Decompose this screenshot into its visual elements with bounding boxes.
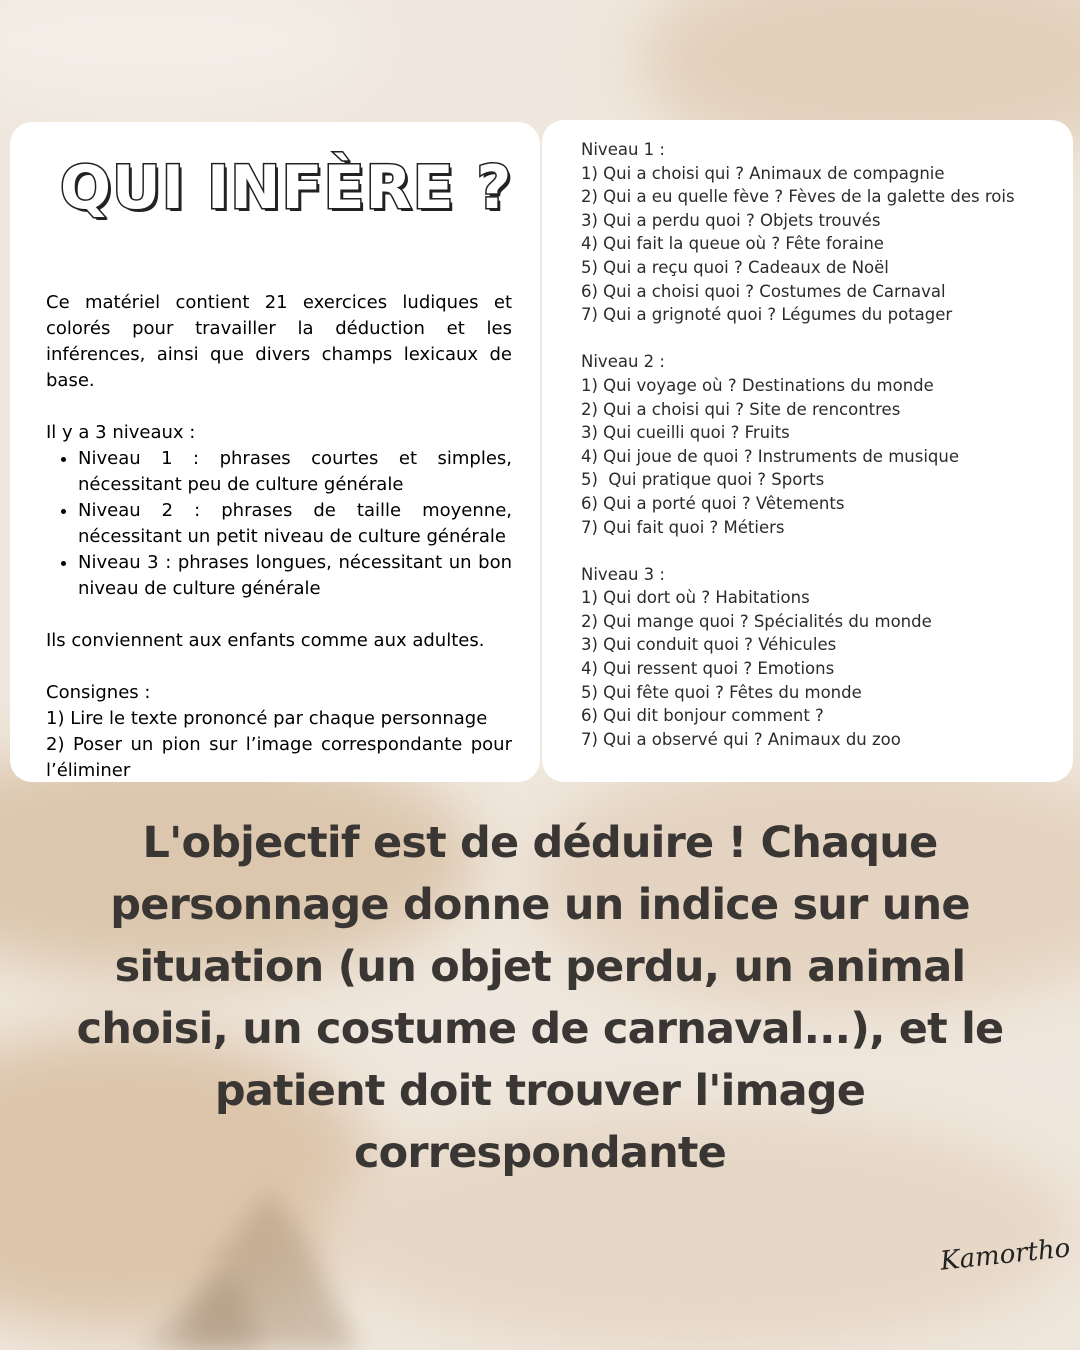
level-heading: Niveau 2 : <box>581 352 665 372</box>
list-item: 7) Qui a grignoté quoi ? Légumes du potager <box>581 305 953 325</box>
list-item: 6) Qui a choisi quoi ? Costumes de Carnaval <box>581 281 946 301</box>
audience-text: Ils conviennent aux enfants comme aux adultes. <box>46 630 485 651</box>
levels-heading: Il y a 3 niveaux : <box>46 422 196 443</box>
author-signature: Kamortho <box>938 1233 1072 1277</box>
exercise-list <box>581 138 1053 751</box>
list-item: 4) Qui fait la queue où ? Fête foraine <box>581 234 884 254</box>
levels-summary-list <box>46 446 512 602</box>
instruction-1: 1) Lire le texte prononcé par chaque personnage <box>46 708 488 729</box>
instruction-2: 2) Poser un pion sur l’image correspondante pour l’éliminer <box>46 734 512 781</box>
exercise-list-card <box>542 120 1073 782</box>
list-item: 2) Qui a choisi qui ? Site de rencontres <box>581 399 901 419</box>
list-item: 6) Qui a porté quoi ? Vêtements <box>581 493 845 513</box>
list-item: 5) Qui a reçu quoi ? Cadeaux de Noël <box>581 257 889 277</box>
objective-headline: L'objectif est de déduire ! Chaque personnage donne un indice sur une situation (un objet perdu, un animal choisi, un costume de carnaval...), et le patient doit trouver l'image correspondante <box>76 818 1004 1178</box>
list-item: 4) Qui joue de quoi ? Instruments de musique <box>581 446 960 466</box>
intro-paragraph: Ce matériel contient 21 exercices ludiques et colorés pour travailler la déduction et les inférences, ainsi que divers champs lexicaux de base. <box>46 292 512 391</box>
list-item: 1) Qui voyage où ? Destinations du monde <box>581 375 934 395</box>
list-item: 3) Qui a perdu quoi ? Objets trouvés <box>581 210 881 230</box>
level-summary-2: • Niveau 2 : phrases de taille moyenne, nécessitant un petit niveau de culture générale <box>78 498 512 550</box>
list-item: 2) Qui a eu quelle fève ? Fèves de la galette des rois <box>581 187 1015 207</box>
level-heading: Niveau 3 : <box>581 564 665 584</box>
title-wrap <box>60 153 513 223</box>
instructions-heading: Consignes : <box>46 682 151 703</box>
list-item: 4) Qui ressent quoi ? Emotions <box>581 659 835 679</box>
list-item: 1) Qui dort où ? Habitations <box>581 588 810 608</box>
list-item: 3) Qui conduit quoi ? Véhicules <box>581 635 837 655</box>
list-item: 5) Qui pratique quoi ? Sports <box>581 470 825 490</box>
list-item: 6) Qui dit bonjour comment ? <box>581 706 824 726</box>
list-item: 3) Qui cueilli quoi ? Fruits <box>581 423 790 443</box>
list-item: 1) Qui a choisi qui ? Animaux de compagnie <box>581 163 945 183</box>
level-heading: Niveau 1 : <box>581 140 665 159</box>
list-item: 2) Qui mange quoi ? Spécialités du monde <box>581 611 932 631</box>
list-item: 5) Qui fête quoi ? Fêtes du monde <box>581 682 862 702</box>
level-summary-1: • Niveau 1 : phrases courtes et simples, nécessitant peu de culture générale <box>78 446 512 498</box>
list-item: 7) Qui a observé qui ? Animaux du zoo <box>581 729 901 749</box>
page-title: QUI INFÈRE ? <box>60 153 513 223</box>
level-summary-3: • Niveau 3 : phrases longues, nécessitant un bon niveau de culture générale <box>78 550 512 602</box>
list-item: 7) Qui fait quoi ? Métiers <box>581 517 785 537</box>
description-body <box>46 290 512 784</box>
